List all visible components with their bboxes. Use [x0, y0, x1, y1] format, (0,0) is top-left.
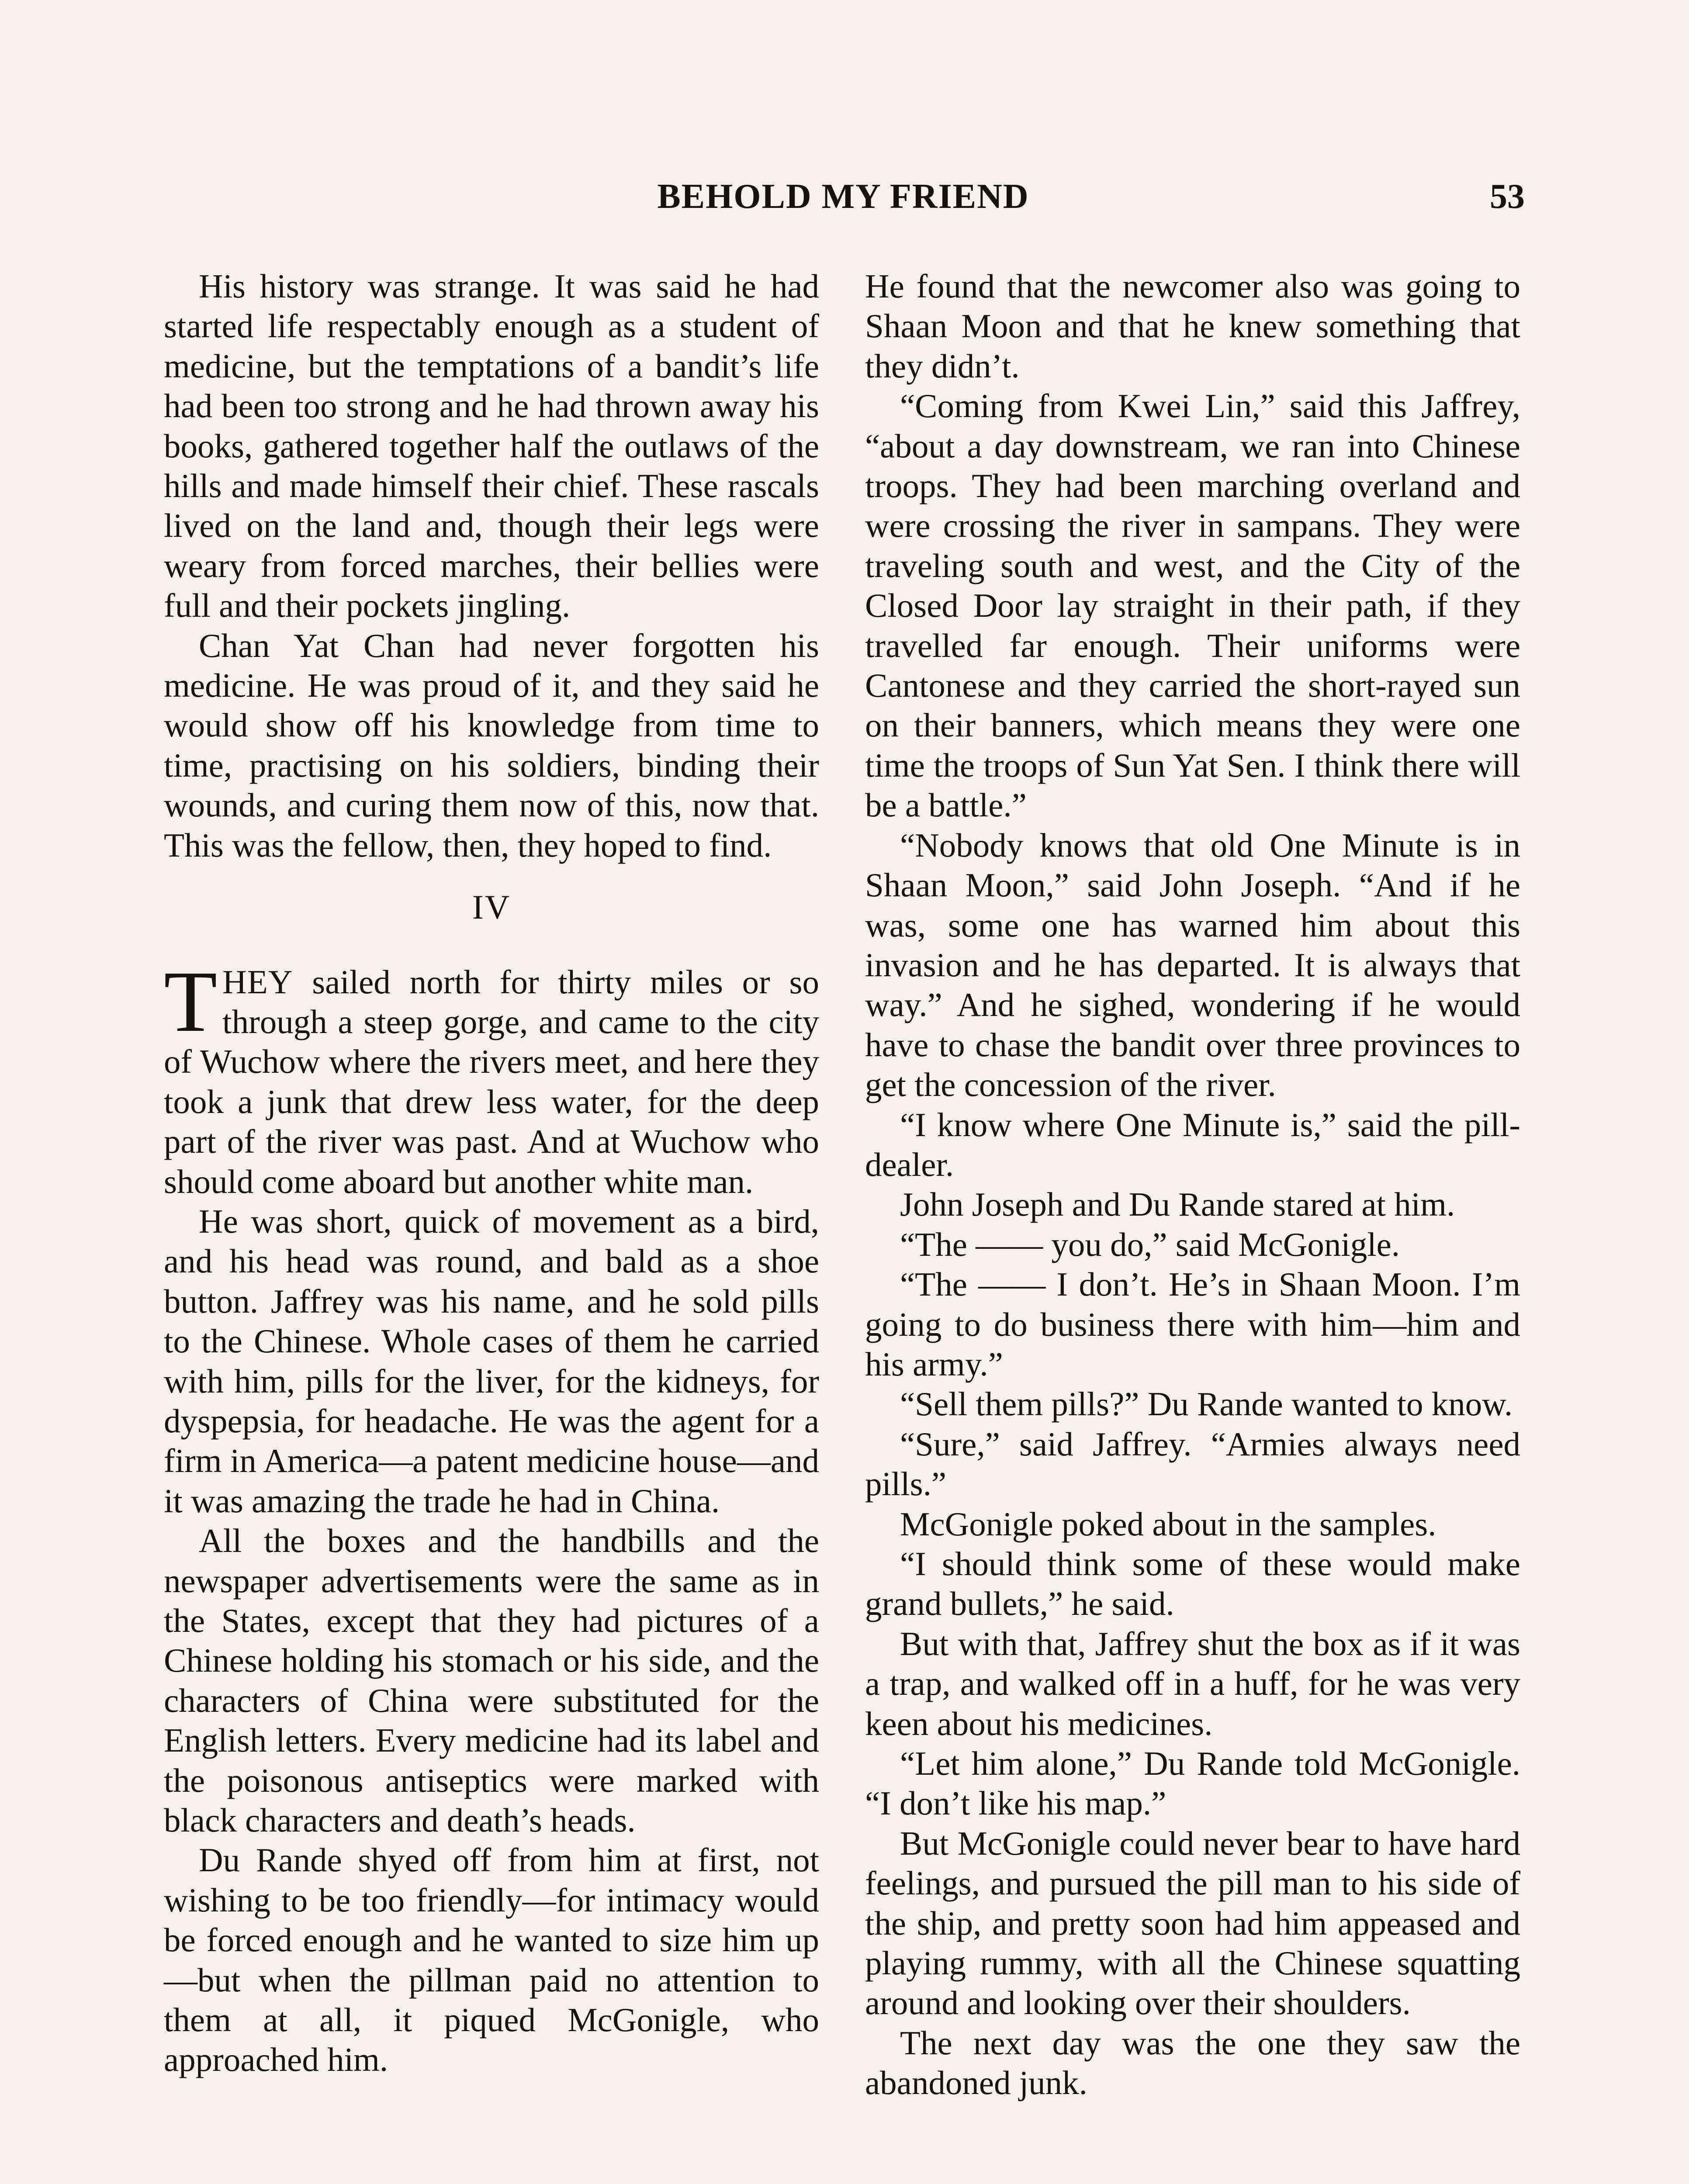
drop-cap-smallcaps: HEY: [222, 963, 293, 1001]
paragraph: McGonigle poked about in the samples.: [900, 1505, 1436, 1543]
paragraph: “Sure,” said Jaffrey. “Armies always need pills.”: [865, 1425, 1520, 1503]
paragraph: “I should think some of these would make grand bullets,” he said.: [865, 1545, 1520, 1623]
section-number: IV: [472, 888, 511, 926]
paragraph: The next day was the one they saw the abandoned junk.: [865, 2024, 1520, 2102]
running-title: BEHOLD MY FRIEND: [657, 177, 1029, 216]
paragraph: “Let him alone,” Du Rande told McGonigle. “I don’t like his map.”: [865, 1745, 1520, 1822]
paragraph: John Joseph and Du Rande stared at him.: [900, 1185, 1455, 1223]
paragraph: “The —— I don’t. He’s in Shaan Moon. I’m going to do business there with him—him and his army.”: [865, 1265, 1520, 1383]
continued-paragraph: He found that the newcomer also was going to Shaan Moon and that he knew something that they didn’t.: [865, 267, 1520, 385]
paragraph: “Sell them pills?” Du Rande wanted to know.: [900, 1385, 1513, 1423]
dropcap-paragraph-text: sailed north for thirty miles or so through a steep gorge, and came to the city of Wuchow where the rivers meet, and here they took a junk that drew less water, for the deep part of the river was past. And at Wuchow who should come aboard but another white man.: [164, 963, 819, 1200]
paragraph: “Nobody knows that old One Minute is in Shaan Moon,” said John Joseph. “And if he was, some one has warned him about this invasion and he has departed. It is always that way.” And he sighed, wondering if he would have to chase the bandit over three provinces to get the concession of the river.: [865, 826, 1520, 1104]
drop-cap-letter: T: [164, 953, 218, 1050]
paragraph: All the boxes and the handbills and the newspaper advertisements were the same as in the States, except that they had pictures of a Chinese holding his stomach or his side, and the characters of China were substituted for the English letters. Every medicine had its label and the poisonous antiseptics were marked with black characters and death’s heads.: [164, 1522, 819, 1839]
left-column: [164, 266, 819, 2080]
page-number: 53: [1490, 177, 1525, 216]
right-column: [865, 266, 1520, 2103]
paragraph: But with that, Jaffrey shut the box as if it was a trap, and walked off in a huff, for he was very keen about his medicines.: [865, 1624, 1520, 1742]
paragraph: Du Rande shyed off from him at first, not wishing to be too friendly—for intimacy would be forced enough and he wanted to size him up—but when the pillman paid no attention to them at all, it piqued McGonigle, who approached him.: [164, 1841, 819, 2079]
paragraph: “I know where One Minute is,” said the pill-dealer.: [865, 1106, 1520, 1183]
paragraph: His history was strange. It was said he had started life respectably enough as a student of medicine, but the temptations of a bandit’s life had been too strong and he had thrown away his books, gathered together half the outlaws of the hills and made himself their chief. These rascals lived on the land and, though their legs were weary from forced marches, their bellies were full and their pockets jingling.: [164, 267, 819, 625]
dropcap-paragraph: [164, 953, 819, 1202]
paragraph: But McGonigle could never bear to have hard feelings, and pursued the pill man to his side of the ship, and pretty soon had him appeased and playing rummy, with all the Chinese squatting around and looking over their shoulders.: [865, 1824, 1520, 2022]
running-head: [162, 177, 1525, 225]
paragraph: He was short, quick of movement as a bird, and his head was round, and bald as a shoe button. Jaffrey was his name, and he sold pills to the Chinese. Whole cases of them he carried with him, pills for the liver, for the kidneys, for dyspepsia, for headache. He was the agent for a firm in America—a patent medicine house—and it was amazing the trade he had in China.: [164, 1202, 819, 1520]
paragraph: “The —— you do,” said McGonigle.: [900, 1225, 1400, 1263]
paragraph: Chan Yat Chan had never forgotten his medicine. He was proud of it, and they said he would show off his knowledge from time to time, practising on his soldiers, binding their wounds, and curing them now of this, now that. This was the fellow, then, they hoped to find.: [164, 626, 819, 864]
paragraph: “Coming from Kwei Lin,” said this Jaffrey, “about a day downstream, we ran into Chinese troops. They had been marching overland and were crossing the river in sampans. They were traveling south and west, and the City of the Closed Door lay straight in their path, if they travelled far enough. Their uniforms were Cantonese and they carried the short-rayed sun on their banners, which means they were one time the troops of Sun Yat Sen. I think there will be a battle.”: [865, 387, 1520, 824]
